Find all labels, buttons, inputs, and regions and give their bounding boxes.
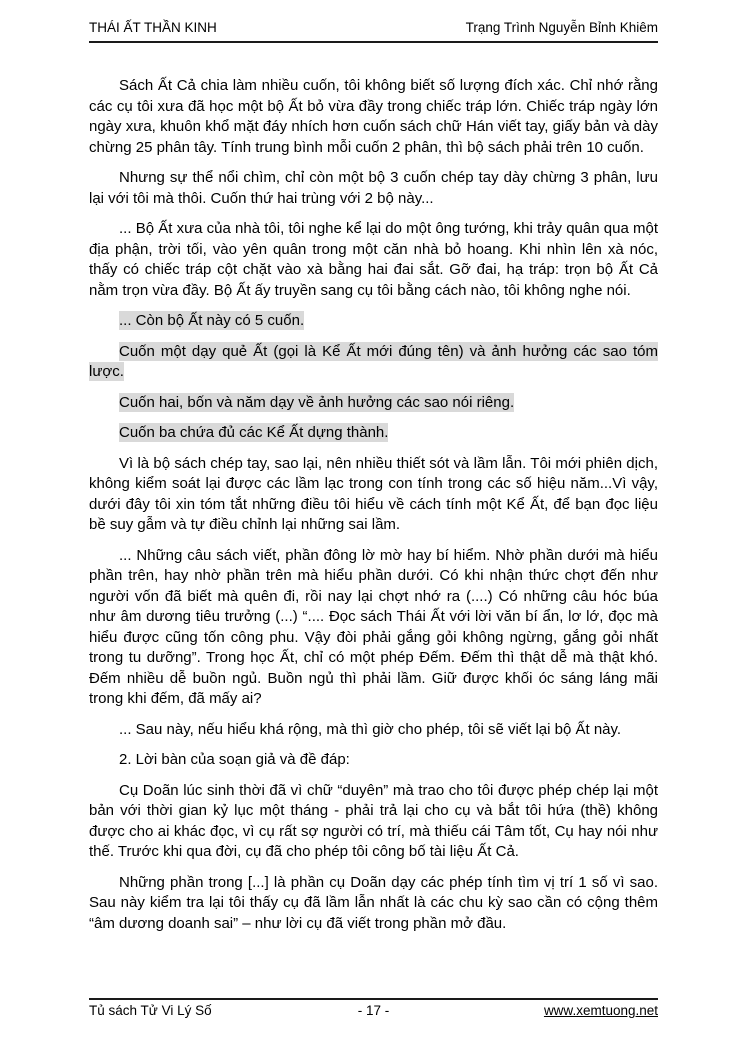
page-footer <box>89 998 658 1018</box>
website-link[interactable]: www.xemtuong.net <box>543 1003 658 1018</box>
book-title: THÁI ẤT THẦN KINH <box>89 20 217 35</box>
paragraph: Vì là bộ sách chép tay, sao lại, nên nhiều thiết sót và lầm lẫn. Tôi mới phiên dịch, không kiểm soát lại được các lầm lạc trong con tính trong các số hiệu năm...Vì vậy, dưới đây tôi xin tóm tắt những điều tôi hiểu về cách tính một Kể Ất, để bạn đọc liệu bề suy gẫm và tự điều chỉnh lại những sai lầm. <box>89 454 658 533</box>
highlighted-paragraph: ... Còn bộ Ất này có 5 cuốn. <box>119 312 305 329</box>
series-name: Tủ sách Tử Vi Lý Số <box>89 1003 212 1018</box>
paragraph: Cụ Doãn lúc sinh thời đã vì chữ “duyên” mà trao cho tôi được phép chép lại một bản với thời gian kỷ lục một tháng - phải trả lại cho cụ và bắt tôi hứa (thề) không được cho ai khác đọc, vì cụ rất sợ người có trí, mà thiếu cái Tâm tốt, Cụ hay nói như thế. Trước khi qua đời, cụ đã cho phép tôi công bố tài liệu Ất Cả. <box>89 781 658 860</box>
paragraph: ... Bộ Ất xưa của nhà tôi, tôi nghe kể lại do một ông tướng, khi trảy quân qua một địa phận, trời tối, vào yên quân trong một căn nhà bỏ hoang. Khi nhìn lên xà nóc, thấy có chiếc tráp cột chặt vào xà bằng hai đai sắt. Gỡ đai, hạ tráp: trọn bộ Ất Cả nằm trọn vừa đầy. Bộ Ất ấy truyền sang cụ tôi bằng cách nào, tôi không nghe nói. <box>89 220 658 299</box>
paragraph: Sách Ất Cả chia làm nhiều cuốn, tôi không biết số lượng đích xác. Chỉ nhớ rằng các cụ tôi xưa đã học một bộ Ất bỏ vừa đầy trong chiếc tráp lớn. Chiếc tráp ngày lớn ngày xưa, khuôn khổ mặt đáy nhích hơn cuốn sách chữ Hán viết tay, giấy bản và dày chừng 25 phân tây. Tính trung bình mỗi cuốn 2 phân, thì bộ sách phải trên 10 cuốn. <box>89 77 658 156</box>
highlighted-paragraph: Cuốn ba chứa đủ các Kể Ất dựng thành. <box>119 424 389 441</box>
paragraph: ... Sau này, nếu hiểu khá rộng, mà thì giờ cho phép, tôi sẽ viết lại bộ Ất này. <box>119 720 622 738</box>
paragraph: Nhưng sự thể nổi chìm, chỉ còn một bộ 3 cuốn chép tay dày chừng 3 phân, lưu lại với tôi mà thôi. Cuốn thứ hai trùng với 2 bộ này... <box>89 169 658 207</box>
highlighted-paragraph: Cuốn một dạy quẻ Ất (gọi là Kể Ất mới đúng tên) và ảnh hưởng các sao tóm lược. <box>89 342 658 380</box>
document-page <box>89 20 658 944</box>
page-number: - 17 - <box>357 1003 390 1018</box>
paragraph: Những phần trong [...] là phần cụ Doãn dạy các phép tính tìm vị trí 1 số vì sao. Sau này kiểm tra lại tôi thấy cụ đã lầm lẫn nhất là các chu kỳ sao cần có cộng thêm “âm dương doanh sai” – như lời cụ đã viết trong phần mở đầu. <box>89 873 658 932</box>
page-header <box>89 20 658 43</box>
section-heading: 2. Lời bàn của soạn giả và đề đáp: <box>119 751 350 768</box>
author-name: Trạng Trình Nguyễn Bỉnh Khiêm <box>465 20 658 35</box>
document-body <box>89 76 658 934</box>
highlighted-paragraph: Cuốn hai, bốn và năm dạy về ảnh hưởng các sao nói riêng. <box>119 393 515 411</box>
paragraph: ... Những câu sách viết, phần đông lờ mờ hay bí hiểm. Nhờ phần dưới mà hiểu phần trên, hay nhờ phần trên mà hiểu phần dưới. Có khi nhận thức chợt đến như người vốn đã biết mà quên đi, rồi nay lại chợt nhớ ra (....) Có những câu hóc búa như âm dương tiêu trưởng (...) “.... Đọc sách Thái Ất với lời văn bí ẩn, lơ lớ, đọc mà hiểu được cũng tốn công phu. Vậy đòi phải gắng gỏi không ngừng, gắng gỏi nhất trong tu dưỡng”. Trong học Ất, chỉ có một phép Đếm. Đếm thì thật dễ mà thật khó. Đếm nhiều dễ buồn ngủ. Buồn ngủ thì phải lầm. Giữ được khối óc sáng láng mãi trong khi đếm, đã mấy ai? <box>89 546 658 707</box>
